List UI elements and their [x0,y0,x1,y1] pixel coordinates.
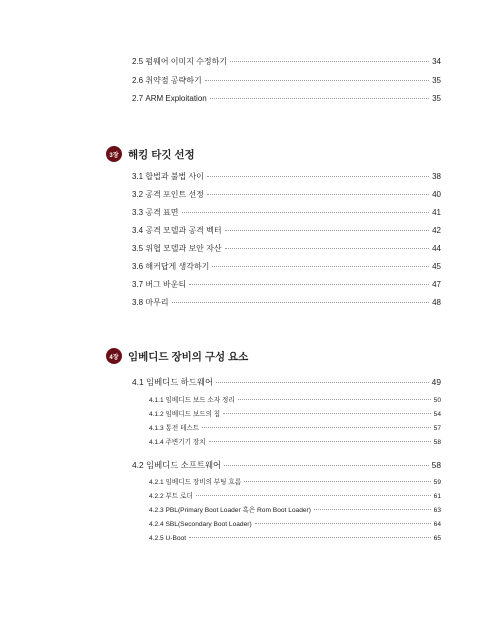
entry-title: 펌웨어 이미지 수정하기 [145,57,228,66]
toc-entry[interactable] [132,76,441,86]
entry-number: 4.2.1 [149,479,164,486]
entry-page: 34 [432,57,441,66]
entry-number: 2.6 [132,76,144,85]
dot-leader [225,248,430,249]
entry-title: ARM Exploitation [145,94,207,103]
entry-page: 63 [433,507,441,514]
entry-page: 47 [432,280,441,289]
entry-title: 공격 포인트 선정 [145,190,204,199]
dot-leader [189,537,431,538]
dot-leader [212,266,429,267]
dot-leader [255,523,431,524]
entry-title: 임베디드 하드웨어 [145,377,214,387]
entry-number: 3.3 [132,208,144,217]
dot-leader [244,481,431,482]
entry-number: 4.1.3 [149,425,164,432]
entry-page: 58 [431,460,441,470]
toc-section[interactable] [132,377,441,387]
toc-entry[interactable] [132,244,441,254]
toc-subentry[interactable] [149,534,441,543]
entry-page: 50 [433,397,441,404]
entry-number: 3.8 [132,298,144,307]
entry-number: 4.1 [132,377,144,387]
entry-number: 4.1.1 [149,397,164,404]
toc-entry[interactable] [132,280,441,290]
toc-entry[interactable] [132,172,441,182]
toc-subentry[interactable] [149,478,441,487]
dot-leader [224,465,429,466]
entry-title: 임베디드 소프트웨어 [145,460,222,470]
toc-entry[interactable] [132,262,441,272]
entry-page: 49 [431,377,441,387]
entry-page: 40 [432,190,441,199]
toc-entry[interactable] [132,94,441,104]
entry-number: 3.2 [132,190,144,199]
dot-leader [238,399,431,400]
entry-page: 45 [432,262,441,271]
chapter-3-header[interactable] [106,146,195,162]
entry-page: 59 [433,479,441,486]
entry-page: 35 [432,76,441,85]
chapter-badge: 3장 [106,146,122,162]
toc-section[interactable] [132,460,441,470]
entry-number: 3.5 [132,244,144,253]
dot-leader [230,61,429,62]
entry-page: 48 [432,298,441,307]
dot-leader [223,413,431,414]
entry-page: 54 [433,411,441,418]
toc-entry[interactable] [132,226,441,236]
entry-title: 임베디드 보드의 칩 [165,411,221,418]
entry-title: 합법과 불법 사이 [145,172,204,181]
entry-page: 61 [433,493,441,500]
toc-subentry[interactable] [149,438,441,447]
entry-page: 44 [432,244,441,253]
entry-title: U-Boot [165,535,187,542]
entry-number: 3.1 [132,172,144,181]
chapter-title: 임베디드 장비의 구성 요소 [128,350,249,363]
toc-subentry[interactable] [149,520,441,529]
chapter-badge: 4장 [106,348,122,364]
entry-page: 38 [432,172,441,181]
entry-page: 57 [433,425,441,432]
dot-leader [182,212,430,213]
dot-leader [225,230,430,231]
dot-leader [210,98,429,99]
entry-number: 3.6 [132,262,144,271]
entry-title: 공격 표면 [145,208,179,217]
dot-leader [189,284,429,285]
entry-title: 통전 테스트 [165,425,200,432]
toc-subentry[interactable] [149,424,441,433]
entry-number: 4.1.4 [149,439,164,446]
dot-leader [172,302,430,303]
toc-entry[interactable] [132,190,441,200]
entry-page: 58 [433,439,441,446]
dot-leader [209,441,431,442]
dot-leader [207,176,429,177]
dot-leader [196,495,431,496]
entry-title: 위협 모델과 보안 자산 [145,244,222,253]
entry-number: 4.2.2 [149,493,164,500]
toc-entry[interactable] [132,57,441,67]
entry-number: 3.7 [132,280,144,289]
entry-title: 해커답게 생각하기 [145,262,210,271]
entry-number: 4.2 [132,460,144,470]
entry-page: 64 [433,521,441,528]
toc-entry[interactable] [132,208,441,218]
entry-title: 취약점 공략하기 [145,76,202,85]
dot-leader [202,427,430,428]
chapter-title: 해킹 타깃 선정 [128,148,195,161]
entry-number: 4.2.5 [149,535,164,542]
entry-number: 4.1.2 [149,411,164,418]
entry-title: SBL(Secondary Boot Loader) [165,521,252,528]
chapter-4-header[interactable] [106,348,248,364]
toc-entry[interactable] [132,298,441,308]
entry-title: PBL(Primary Boot Loader 혹은 Rom Boot Loader) [165,507,311,514]
dot-leader [207,194,429,195]
toc-subentry[interactable] [149,506,441,515]
entry-number: 2.7 [132,94,144,103]
entry-page: 65 [433,535,441,542]
entry-page: 41 [432,208,441,217]
dot-leader [216,382,429,383]
toc-subentry[interactable] [149,396,441,405]
entry-title: 부트 로더 [165,493,193,500]
entry-title: 임베디드 보드 소자 정리 [165,397,235,404]
entry-page: 42 [432,226,441,235]
entry-title: 마무리 [145,298,169,307]
entry-page: 35 [432,94,441,103]
entry-number: 2.5 [132,57,144,66]
dot-leader [205,80,429,81]
entry-title: 임베디드 장비의 부팅 흐름 [165,479,242,486]
dot-leader [314,509,431,510]
entry-number: 4.2.4 [149,521,164,528]
entry-title: 주변기기 장치 [165,439,206,446]
toc-subentry[interactable] [149,410,441,419]
entry-number: 4.2.3 [149,507,164,514]
entry-number: 3.4 [132,226,144,235]
entry-title: 버그 바운티 [145,280,187,289]
toc-subentry[interactable] [149,492,441,501]
entry-title: 공격 모델과 공격 벡터 [145,226,222,235]
